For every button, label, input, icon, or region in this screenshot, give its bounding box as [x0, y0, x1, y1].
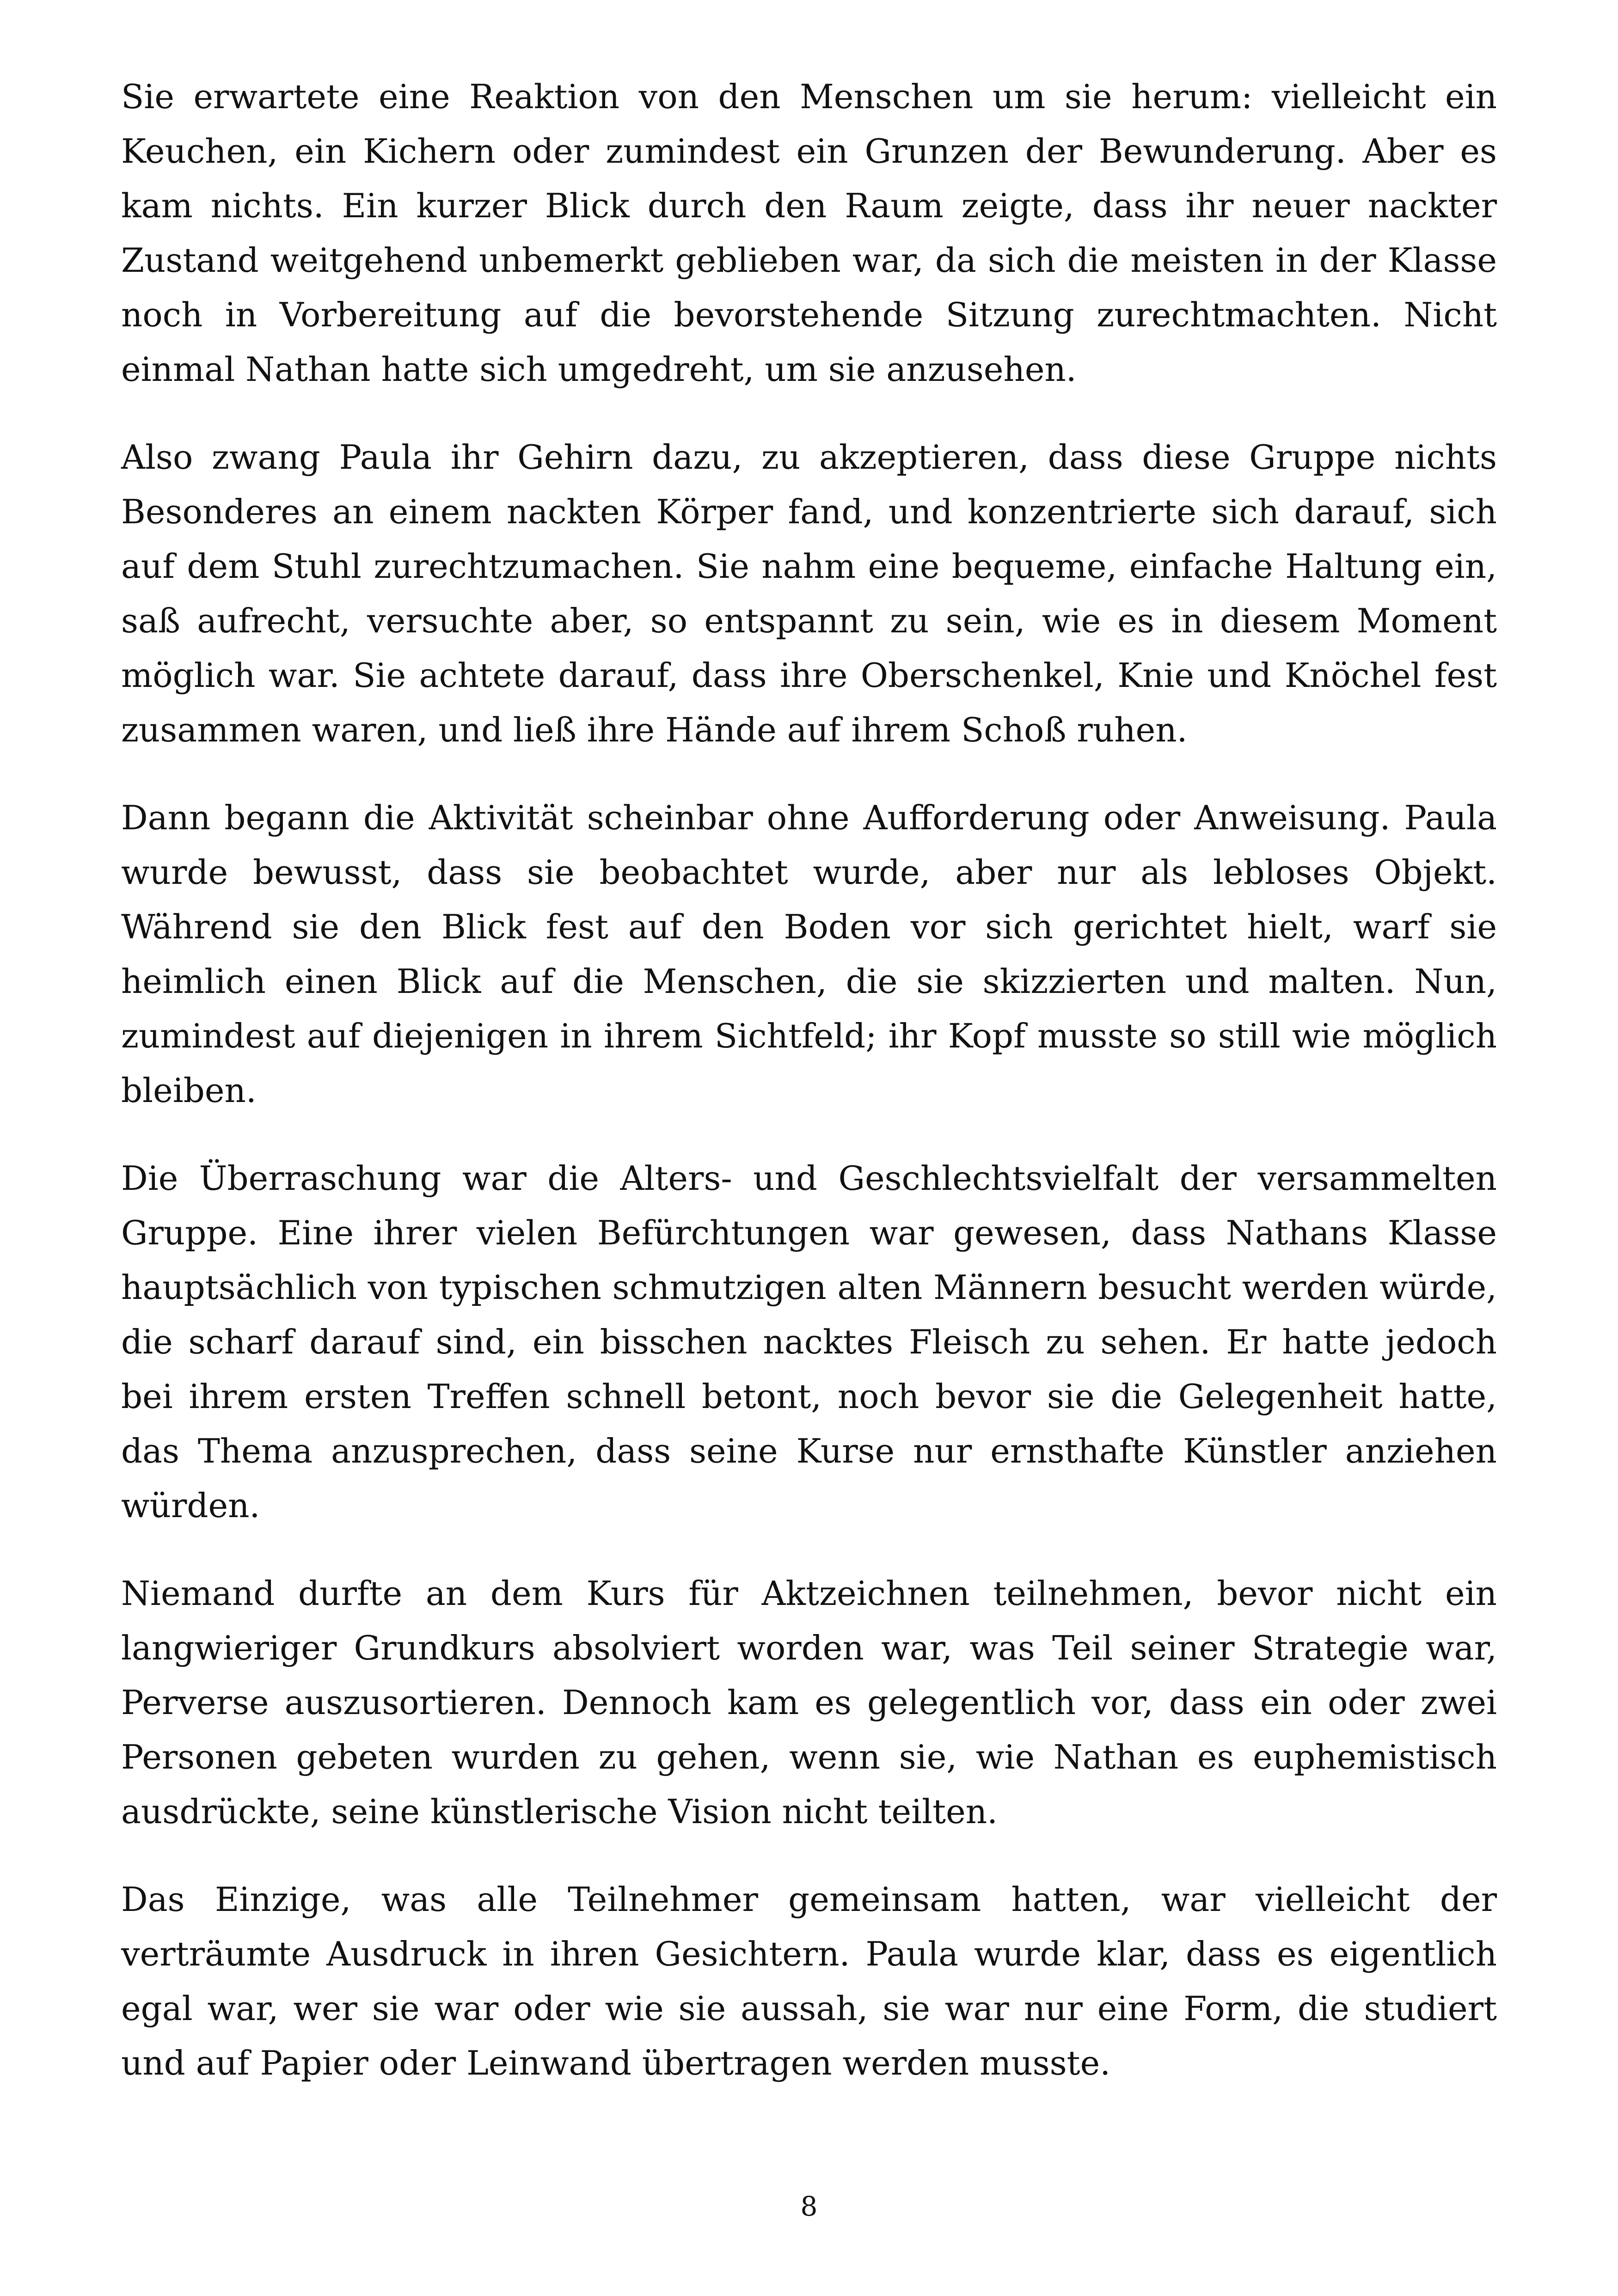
paragraph-1: Sie erwartete eine Reaktion von den Menschen um sie herum: vielleicht ein Keuchen, ein Kichern oder zumindest ein Grunzen der Bewunderung. Aber es kam nichts. Ein kurzer Blick durch den Raum zeigte, dass ihr neuer nackter Zustand weitgehend unbemerkt geblieben war, da sich die meisten in der Klasse noch in Vorbereitung auf die bevorstehende Sitzung zurechtmachten. Nicht einmal Nathan hatte sich umgedreht, um sie anzusehen.	[121, 77, 1497, 389]
paragraph-6: Das Einzige, was alle Teilnehmer gemeinsam hatten, war vielleicht der verträumte Ausdruck in ihren Gesichtern. Paula wurde klar, dass es eigentlich egal war, wer sie war oder wie sie aussah, sie war nur eine Form, die studiert und auf Papier oder Leinwand übertragen werden musste.	[121, 1880, 1497, 2082]
paragraph-5: Niemand durfte an dem Kurs für Aktzeichnen teilnehmen, bevor nicht ein langwieriger Grundkurs absolviert worden war, was Teil seiner Strategie war, Perverse auszusortieren. Dennoch kam es gelegentlich vor, dass ein oder zwei Personen gebeten wurden zu gehen, wenn sie, wie Nathan es euphemistisch ausdrückte, seine künstlerische Vision nicht teilten.	[121, 1574, 1497, 1831]
paragraph-4: Die Überraschung war die Alters- und Geschlechtsvielfalt der versammelten Gruppe. Eine ihrer vielen Befürchtungen war gewesen, dass Nathans Klasse hauptsächlich von typischen schmutzigen alten Männern besucht werden würde, die scharf darauf sind, ein bisschen nacktes Fleisch zu sehen. Er hatte jedoch bei ihrem ersten Treffen schnell betont, noch bevor sie die Gelegenheit hatte, das Thema anzusprechen, dass seine Kurse nur ernsthafte Künstler anziehen würden.	[121, 1159, 1497, 1525]
page-number: 8	[800, 2191, 818, 2222]
paragraph-2: Also zwang Paula ihr Gehirn dazu, zu akzeptieren, dass diese Gruppe nichts Besonderes an einem nackten Körper fand, und konzentrierte sich darauf, sich auf dem Stuhl zurechtzumachen. Sie nahm eine bequeme, einfache Haltung ein, saß aufrecht, versuchte aber, so entspannt zu sein, wie es in diesem Moment möglich war. Sie achtete darauf, dass ihre Oberschenkel, Knie und Knöchel fest zusammen waren, und ließ ihre Hände auf ihrem Schoß ruhen.	[121, 438, 1497, 749]
page-body	[121, 69, 1497, 2124]
paragraph-3: Dann begann die Aktivität scheinbar ohne Aufforderung oder Anweisung. Paula wurde bewusst, dass sie beobachtet wurde, aber nur als lebloses Objekt. Während sie den Blick fest auf den Boden vor sich gerichtet hielt, warf sie heimlich einen Blick auf die Menschen, die sie skizzierten und malten. Nun, zumindest auf diejenigen in ihrem Sichtfeld; ihr Kopf musste so still wie möglich bleiben.	[121, 798, 1497, 1110]
